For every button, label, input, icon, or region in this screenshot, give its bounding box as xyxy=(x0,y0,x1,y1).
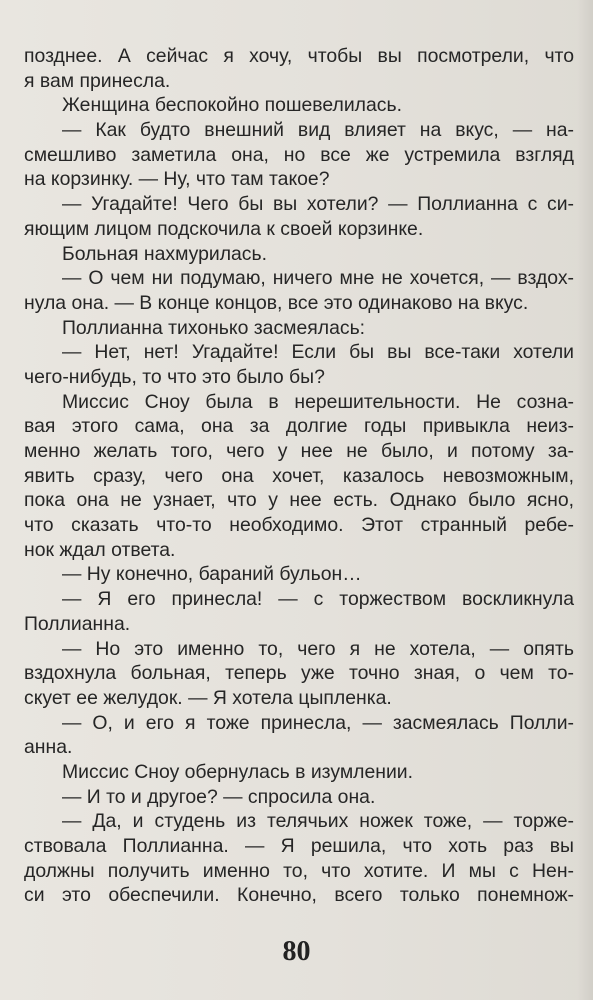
text-line: Больная нахмурилась. xyxy=(62,242,267,265)
text-line: анна. xyxy=(24,736,73,759)
text-line: я вам принесла. xyxy=(24,69,171,92)
text-line: Миссис Сноу была в нерешительности. Не созна- xyxy=(62,390,574,413)
text-line: Женщина беспокойно пошевелилась. xyxy=(62,94,402,117)
text-line: — О, и его я тоже принесла, — засмеялась Полли- xyxy=(62,711,574,734)
text-line: что сказать что-то необходимо. Этот странный ребе- xyxy=(24,514,574,537)
text-line: — Ну конечно, бараний бульон… xyxy=(62,563,362,586)
text-line: ствовала Поллианна. — Я решила, что хоть раз вы xyxy=(24,835,574,857)
text-line: должны получить именно то, что хотите. И мы с Нен- xyxy=(24,859,574,882)
text-line: — Да, и студень из телячьих ножек тоже, — торже- xyxy=(62,810,574,833)
text-line: позднее. А сейчас я хочу, чтобы вы посмотрели, что xyxy=(24,45,574,67)
text-line: — Я его принесла! — с торжеством воскликнула xyxy=(62,588,574,611)
text-line: — О чем ни подумаю, ничего мне не хочется, — вздох- xyxy=(62,267,574,290)
text-line: — Но это именно то, чего я не хотела, — опять xyxy=(62,637,574,660)
text-line: вздохнула больная, теперь уже точно зная, о чем то- xyxy=(24,662,574,685)
text-line: — И то и другое? — спросила она. xyxy=(62,785,376,808)
text-line: Миссис Сноу обернулась в изумлении. xyxy=(62,760,414,783)
text-line: Поллианна тихонько засмеялась: xyxy=(62,316,366,339)
text-line: менно желать того, чего у нее не было, и потому за- xyxy=(24,440,574,462)
text-line: — Нет, нет! Угадайте! Если бы вы все-таки хотели xyxy=(62,341,574,364)
text-line: чего-нибудь, то что это было бы? xyxy=(24,365,325,388)
text-line: нула она. — В конце концов, все это одинаково на вкус. xyxy=(24,291,529,314)
body-text xyxy=(24,44,574,908)
text-line: на корзинку. — Ну, что там такое? xyxy=(24,168,330,191)
text-line: — Как будто внешний вид влияет на вкус, — на- xyxy=(62,119,574,142)
page-edge-shadow xyxy=(577,0,593,1000)
text-line: нок ждал ответа. xyxy=(24,538,176,561)
text-line: Поллианна. xyxy=(24,612,131,635)
text-line: си это обеспечили. Конечно, всего только понемнож- xyxy=(24,884,574,907)
text-line: вая этого сама, она за долгие годы привыкла неиз- xyxy=(24,415,574,438)
text-line: пока она не узнает, что у нее есть. Однако было ясно, xyxy=(24,489,574,512)
page-number: 80 xyxy=(282,936,311,967)
text-line: — Угадайте! Чего бы вы хотели? — Поллианна с си- xyxy=(62,193,574,216)
text-line: яющим лицом подскочила к своей корзинке. xyxy=(24,217,424,240)
text-line: скует ее желудок. — Я хотела цыпленка. xyxy=(24,686,392,709)
text-line: смешливо заметила она, но все же устремила взгляд xyxy=(24,143,574,166)
text-line: явить сразу, чего она хочет, казалось невозможным, xyxy=(24,464,574,487)
